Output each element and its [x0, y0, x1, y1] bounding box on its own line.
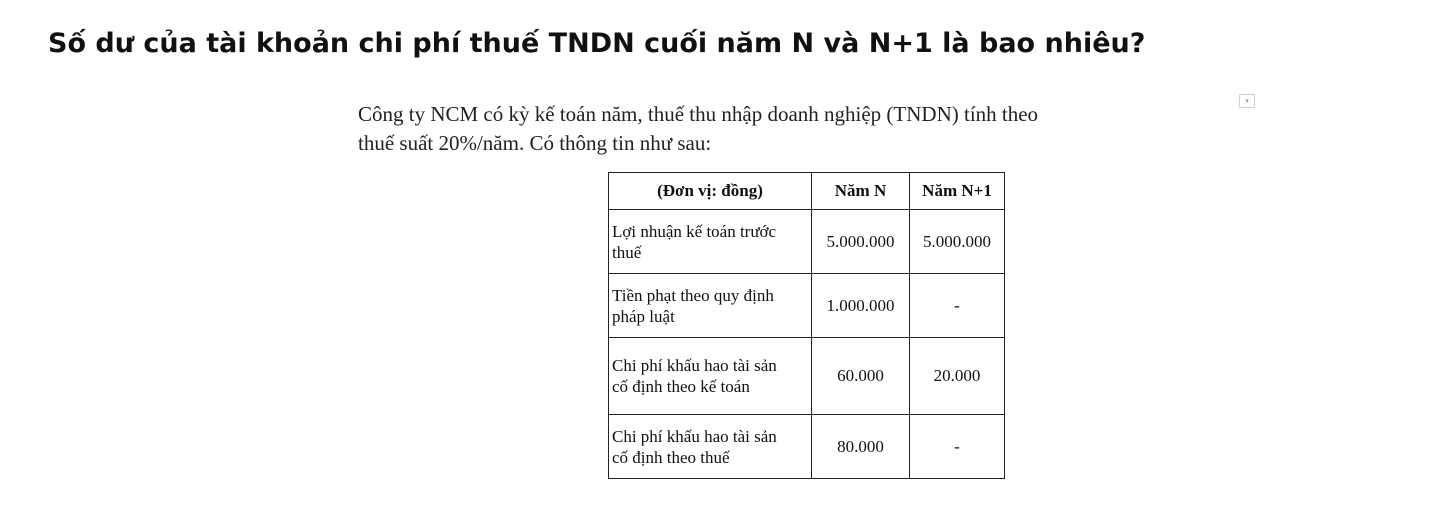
question-title: Số dư của tài khoản chi phí thuế TNDN cuối năm N và N+1 là bao nhiêu?	[48, 28, 1146, 59]
cell-year-n: 5.000.000	[812, 210, 910, 274]
table-header-row	[609, 173, 1005, 210]
cell-year-n1: -	[910, 274, 1005, 338]
row-label	[609, 338, 812, 415]
row-label	[609, 415, 812, 479]
header-unit: (Đơn vị: đồng)	[609, 173, 812, 210]
row-label-line: thuế	[612, 242, 642, 262]
intro-paragraph	[358, 100, 1258, 158]
row-label	[609, 274, 812, 338]
row-label-line: Chi phí khấu hao tài sản	[612, 356, 777, 375]
cell-year-n1: 20.000	[910, 338, 1005, 415]
table-row	[609, 338, 1005, 415]
row-label-line: Lợi nhuận kế toán trước	[612, 221, 777, 241]
intro-line-1: Công ty NCM có kỳ kế toán năm, thuế thu nhập doanh nghiệp (TNDN) tính theo	[358, 102, 1039, 126]
header-year-n1: Năm N+1	[910, 173, 1005, 210]
row-label-line: pháp luật	[612, 306, 675, 326]
cell-year-n: 60.000	[812, 338, 910, 415]
cell-year-n1: 5.000.000	[910, 210, 1005, 274]
cell-year-n1: -	[910, 415, 1005, 479]
row-label-line: cố định theo kế toán	[612, 377, 750, 396]
table-row	[609, 210, 1005, 274]
row-label-line: cố định theo thuế	[612, 447, 730, 467]
intro-line-2: thuế suất 20%/năm. Có thông tin như sau:	[358, 131, 712, 155]
row-label	[609, 210, 812, 274]
chevron-down-icon[interactable]: ▾	[1239, 94, 1255, 108]
table-row	[609, 415, 1005, 479]
row-label-line: Tiền phạt theo quy định	[612, 285, 774, 305]
header-year-n: Năm N	[812, 173, 910, 210]
cell-year-n: 80.000	[812, 415, 910, 479]
cell-year-n: 1.000.000	[812, 274, 910, 338]
data-table	[608, 172, 1005, 479]
table-row	[609, 274, 1005, 338]
row-label-line: Chi phí khấu hao tài sản	[612, 426, 777, 446]
